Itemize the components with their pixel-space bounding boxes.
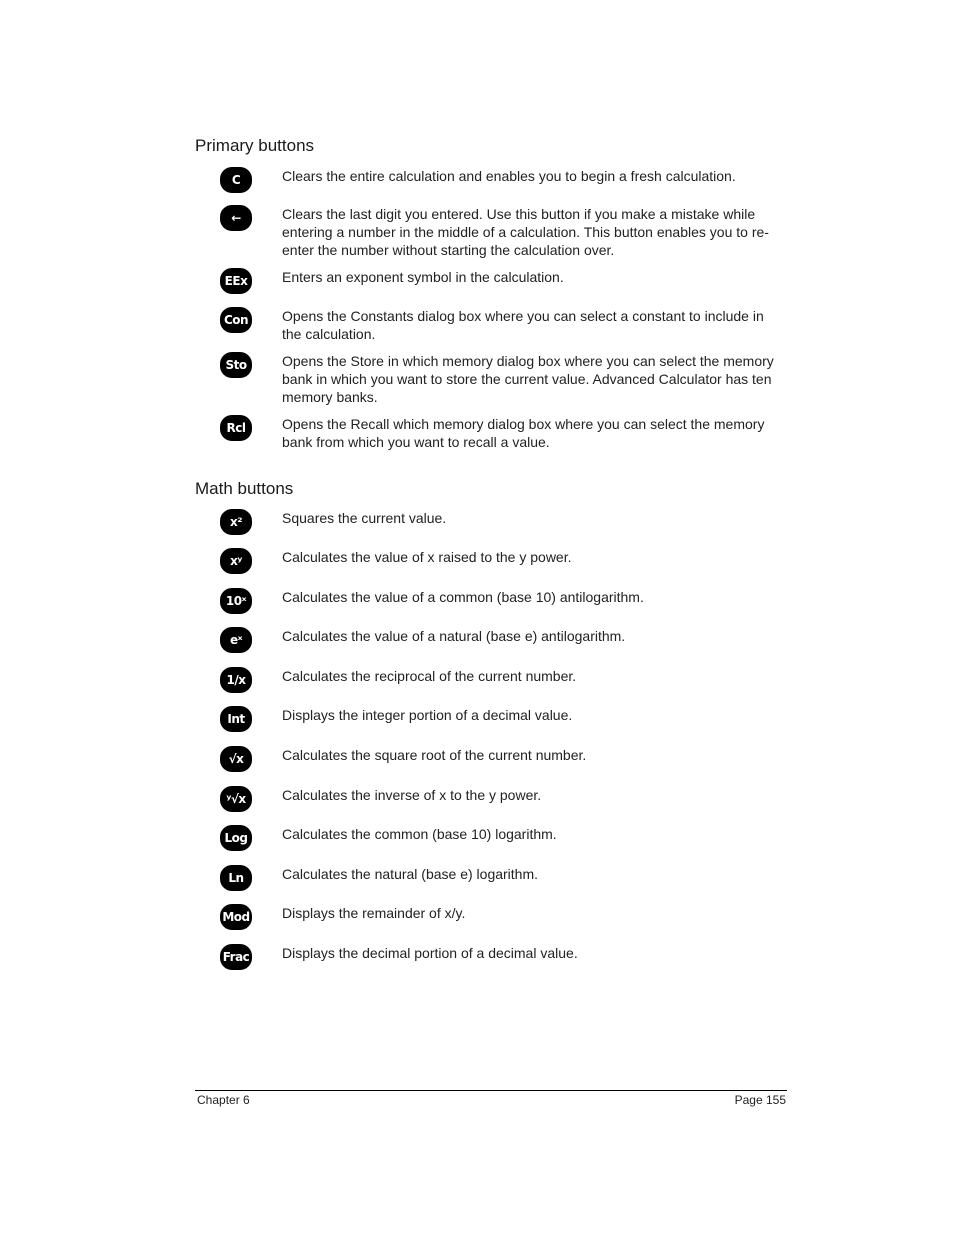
backspace-arrow-icon: ← xyxy=(220,205,252,231)
antilog-e-description: Calculates the value of a natural (base e) antilogarithm. xyxy=(282,628,626,644)
exponent-description: Enters an exponent symbol in the calculation. xyxy=(282,269,564,285)
ln-icon: Ln xyxy=(220,865,252,891)
ln-description: Calculates the natural (base e) logarithm. xyxy=(282,866,539,882)
frac-icon: Frac xyxy=(220,944,252,970)
footer-divider xyxy=(195,1090,787,1091)
e-to-x-icon: eˣ xyxy=(220,627,252,653)
store-icon: Sto xyxy=(220,352,252,378)
recall-description: Opens the Recall which memory dialog box where you can select the memory bank from which you want to recall a value. xyxy=(282,416,765,450)
integer-description: Displays the integer portion of a decimal value. xyxy=(282,707,573,723)
frac-description: Displays the decimal portion of a decimal value. xyxy=(282,945,578,961)
yth-root-description: Calculates the inverse of x to the y power. xyxy=(282,787,542,803)
antilog10-description: Calculates the value of a common (base 10) antilogarithm. xyxy=(282,589,644,605)
constants-description: Opens the Constants dialog box where you can select a constant to include in the calculation. xyxy=(282,308,764,342)
mod-description: Displays the remainder of x/y. xyxy=(282,905,466,921)
recall-icon: Rcl xyxy=(220,415,252,441)
footer-chapter: Chapter 6 xyxy=(197,1093,250,1107)
reciprocal-description: Calculates the reciprocal of the current number. xyxy=(282,668,577,684)
section-title-math-buttons: Math buttons xyxy=(195,479,294,498)
footer-page-number: Page 155 xyxy=(734,1093,786,1107)
backspace-description: Clears the last digit you entered. Use this button if you make a mistake while entering a number in the middle of a calculation. This button enables you to re-enter the number without starting the calculation over. xyxy=(282,206,769,258)
store-description: Opens the Store in which memory dialog box where you can select the memory bank in which you want to store the current value. Advanced Calculator has ten memory banks. xyxy=(282,353,774,405)
square-root-icon: √x xyxy=(220,746,252,772)
square-root-description: Calculates the square root of the current number. xyxy=(282,747,587,763)
power-description: Calculates the value of x raised to the y power. xyxy=(282,549,572,565)
yth-root-icon: ʸ√x xyxy=(220,786,252,812)
clear-icon: C xyxy=(220,167,252,193)
reciprocal-icon: 1/x xyxy=(220,667,252,693)
x-squared-icon: x² xyxy=(220,509,252,535)
int-icon: Int xyxy=(220,706,252,732)
x-to-y-icon: xʸ xyxy=(220,548,252,574)
ten-to-x-icon: 10ˣ xyxy=(220,588,252,614)
log-description: Calculates the common (base 10) logarithm. xyxy=(282,826,557,842)
mod-icon: Mod xyxy=(220,904,252,930)
square-description: Squares the current value. xyxy=(282,510,447,526)
clear-description: Clears the entire calculation and enables you to begin a fresh calculation. xyxy=(282,168,736,184)
eex-icon: EEx xyxy=(220,268,252,294)
log-icon: Log xyxy=(220,825,252,851)
section-title-primary-buttons: Primary buttons xyxy=(195,136,315,155)
constants-icon: Con xyxy=(220,307,252,333)
